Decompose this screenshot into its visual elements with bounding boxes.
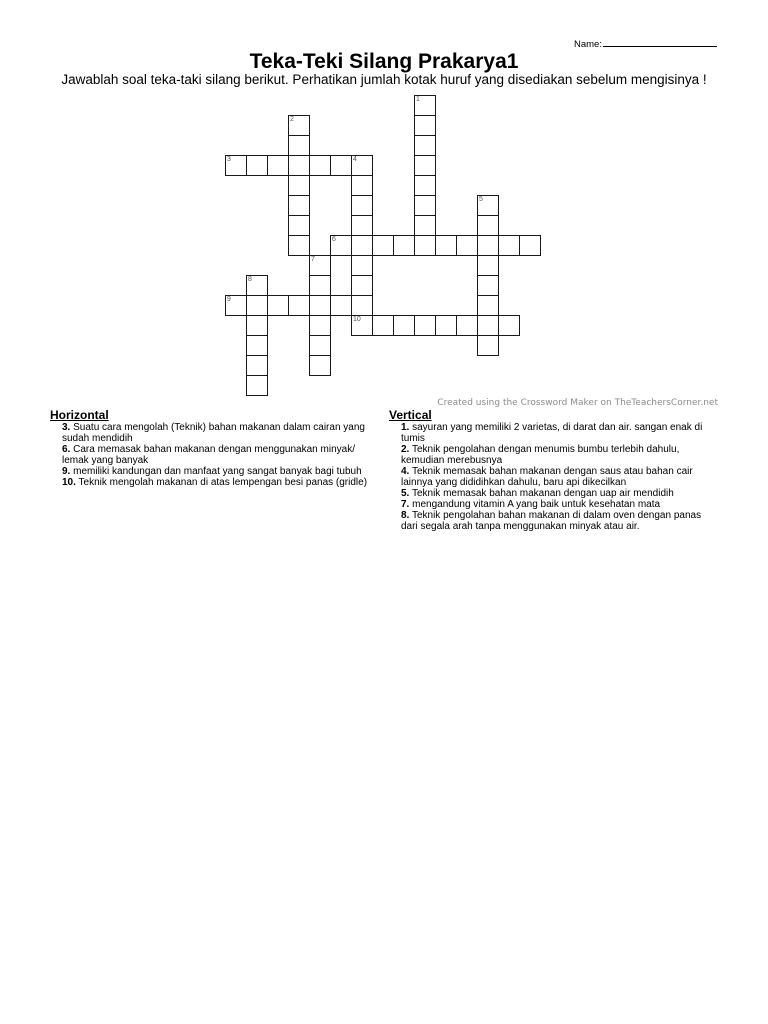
crossword-cell [414,235,436,256]
clue-number: 2. [401,444,410,455]
clue-number: 1. [401,422,410,433]
grid-number-label: 5 [479,196,483,203]
crossword-cell [393,235,415,256]
crossword-cell [351,235,373,256]
crossword-cell [498,315,520,336]
crossword-cell [477,315,499,336]
crossword-cell [393,315,415,336]
clue-text: Teknik pengolahan bahan makanan di dalam oven dengan panas dari segala arah tanpa menggunakan minyak atau air. [401,510,702,532]
vertical-clue-1 [401,422,713,444]
name-label: Name: [574,39,602,50]
crossword-cell [246,275,268,296]
crossword-cell [288,135,310,156]
crossword-cell [351,195,373,216]
clue-number: 10. [62,477,76,488]
crossword-cell [414,175,436,196]
grid-number-label: 7 [311,256,315,263]
horizontal-clue-9 [62,466,376,477]
vertical-clue-5 [401,488,713,499]
crossword-cell [288,175,310,196]
crossword-cell [330,155,352,176]
grid-number-label: 3 [227,156,231,163]
clue-number: 8. [401,510,410,521]
crossword-cell [351,215,373,236]
horizontal-clue-10 [62,477,376,488]
crossword-cell [456,315,478,336]
crossword-cell [309,355,331,376]
grid-number-label: 1 [416,96,420,103]
crossword-cell [309,275,331,296]
clue-text: Teknik mengolah makanan di atas lempengan besi panas (gridle) [78,477,368,488]
crossword-cell [288,295,310,316]
crossword-cell [246,295,268,316]
crossword-cell [414,315,436,336]
crossword-cell [477,275,499,296]
crossword-cell [225,295,247,316]
crossword-cell [330,295,352,316]
clue-number: 4. [401,466,410,477]
crossword-cell [414,95,436,116]
vertical-clue-4 [401,466,713,488]
clue-number: 9. [62,466,71,477]
crossword-cell [225,155,247,176]
crossword-cell [477,255,499,276]
clue-number: 5. [401,488,410,499]
clue-text: Cara memasak bahan makanan dengan menggunakan minyak/ lemak yang banyak [62,444,355,466]
horizontal-heading: Horizontal [50,408,109,422]
crossword-cell [246,355,268,376]
crossword-cell [288,155,310,176]
crossword-cell [288,215,310,236]
vertical-clue-list [401,422,713,532]
crossword-cell [309,295,331,316]
crossword-cell [477,235,499,256]
page-title: Teka-Teki Silang Prakarya1 [249,50,519,73]
credit-text: Created using the Crossword Maker on TheTeachersCorner.net [437,398,718,408]
crossword-cell [456,235,478,256]
clue-number: 6. [62,444,71,455]
grid-number-label: 2 [290,116,294,123]
name-blank-line [603,38,717,47]
clue-text: sayuran yang memiliki 2 varietas, di darat dan air. sangan enak di tumis [401,422,703,444]
clue-text: mengandung vitamin A yang baik untuk kesehatan mata [412,499,661,510]
crossword-cell [288,115,310,136]
vertical-heading: Vertical [389,408,432,422]
grid-number-label: 8 [248,276,252,283]
crossword-cell [477,335,499,356]
clue-text: memiliki kandungan dan manfaat yang sangat banyak bagi tubuh [73,466,362,477]
instructions-text: Jawablah soal teka-taki silang berikut. Perhatikan jumlah kotak huruf yang disediakan sebelum mengisinya ! [61,72,707,87]
crossword-cell [351,175,373,196]
crossword-cell [267,155,289,176]
crossword-cell [309,335,331,356]
grid-number-label: 4 [353,156,357,163]
horizontal-clue-3 [62,422,376,444]
crossword-grid [225,95,542,396]
clue-number: 3. [62,422,71,433]
crossword-cell [414,135,436,156]
name-field [574,38,717,50]
crossword-cell [414,155,436,176]
crossword-cell [309,315,331,336]
clue-text: Teknik memasak bahan makanan dengan saus atau bahan cair lainnya yang dididihkan dahulu, baru api dikecilkan [401,466,693,488]
vertical-clue-2 [401,444,713,466]
crossword-cell [435,235,457,256]
crossword-cell [246,335,268,356]
crossword-cell [519,235,541,256]
grid-number-label: 6 [332,236,336,243]
crossword-cell [351,295,373,316]
crossword-cell [267,295,289,316]
crossword-cell [288,235,310,256]
crossword-cell [351,155,373,176]
grid-number-label: 10 [353,316,361,323]
vertical-clue-8 [401,510,713,532]
crossword-cell [477,215,499,236]
horizontal-clue-list [62,422,376,488]
crossword-cell [309,255,331,276]
clue-text: Suatu cara mengolah (Teknik) bahan makanan dalam cairan yang sudah mendidih [62,422,365,444]
crossword-cell [330,235,352,256]
crossword-cell [246,375,268,396]
crossword-cell [372,315,394,336]
crossword-cell [435,315,457,336]
grid-number-label: 9 [227,296,231,303]
clue-text: Teknik memasak bahan makanan dengan uap air mendidih [411,488,674,499]
crossword-cell [351,315,373,336]
crossword-cell [414,115,436,136]
crossword-cell [288,195,310,216]
crossword-cell [309,155,331,176]
crossword-cell [351,255,373,276]
clue-number: 7. [401,499,410,510]
horizontal-clue-6 [62,444,376,466]
crossword-cell [477,295,499,316]
crossword-cell [351,275,373,296]
crossword-cell [414,215,436,236]
crossword-cell [414,195,436,216]
clue-text: Teknik pengolahan dengan menumis bumbu terlebih dahulu, kemudian merebusnya [401,444,680,466]
vertical-clue-7 [401,499,713,510]
crossword-cell [246,155,268,176]
crossword-cell [372,235,394,256]
crossword-cell [477,195,499,216]
crossword-cell [246,315,268,336]
crossword-cell [498,235,520,256]
